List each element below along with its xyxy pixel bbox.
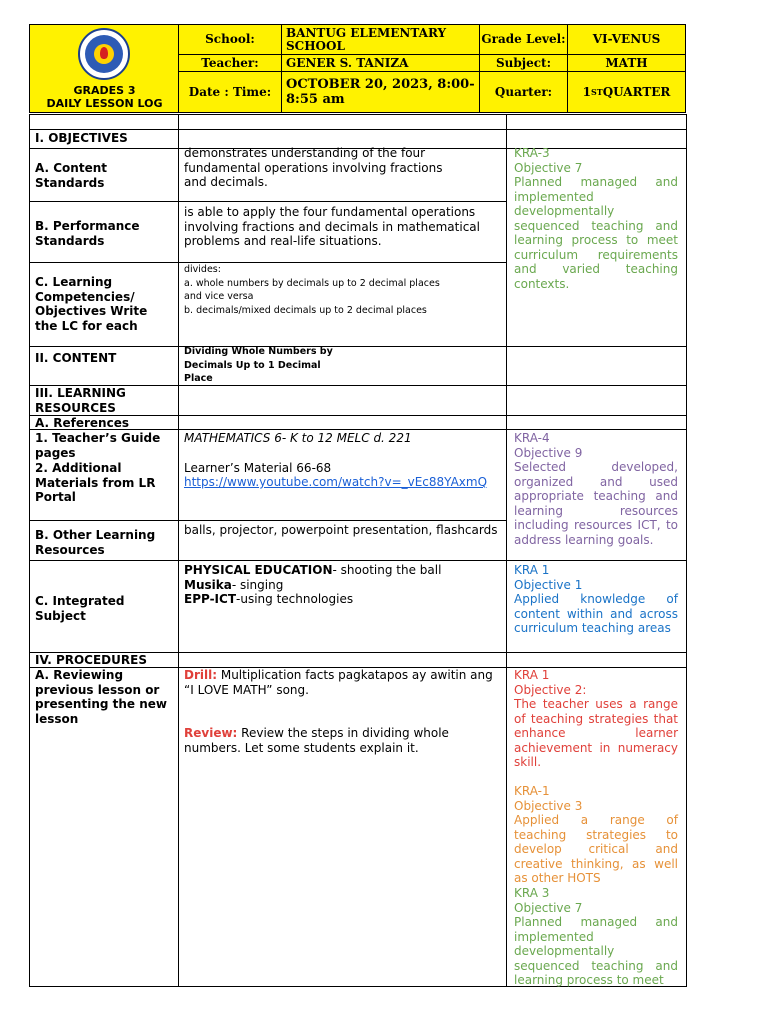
other-resources-label: B. Other Learning Resources: [35, 528, 156, 557]
learning-competencies-text: divides: a. whole numbers by decimals up to 2 decimal places and vice versa b. decimals/mixed decimals up to 2 decimal places: [184, 264, 440, 316]
teachers-guide-label: 1. Teacher’s Guide pages: [35, 431, 161, 460]
performance-standards-label: B. Performance Standards: [35, 219, 140, 248]
youtube-link[interactable]: https://www.youtube.com/watch?v=_vEc88YAxmQ: [184, 475, 488, 489]
subject-label: Subject:: [480, 55, 568, 72]
grade-value: VI-VENUS: [568, 25, 685, 55]
performance-standards-text: is able to apply the four fundamental operations involving fractions and decimals in mathematical problems and real-life situations.: [184, 205, 480, 248]
kra3-note: KRA-3 Objective 7 Planned managed and implemented developmentally sequenced teaching and learning process to meet curriculum requirements and varied teaching contexts.: [514, 146, 678, 291]
teachers-guide-text: MATHEMATICS 6- K to 12 MELC d. 221: [184, 431, 412, 445]
learning-competencies-label: C. Learning Competencies/ Objectives Write the LC for each: [35, 275, 148, 333]
date-value: OCTOBER 20, 2023, 8:00-8:55 am: [282, 72, 480, 112]
quarter-value: 1 ST QUARTER: [582, 84, 671, 99]
school-label: School:: [179, 25, 282, 55]
kra1-objective2-note: KRA 1 Objective 2: The teacher uses a range of teaching strategies that enhance learner achievement in numeracy skill.: [514, 668, 678, 769]
kra1-objective3-note: KRA-1 Objective 3 Applied a range of teaching strategies to develop critical and creative thinking, as well as other HOTS: [514, 784, 678, 885]
quarter-label: Quarter:: [480, 72, 568, 112]
grade-label: Grade Level:: [480, 25, 568, 55]
additional-materials-text: Learner’s Material 66-68: [184, 461, 332, 475]
grade-title: GRADES 3: [73, 84, 136, 97]
integrated-subject-text: PHYSICAL EDUCATION- shooting the ball Musika- singing EPP-ICT-using technologies: [184, 563, 442, 606]
objectives-heading: I. OBJECTIVES: [35, 131, 128, 145]
content-label: II. CONTENT: [35, 351, 117, 365]
review-lesson-label: A. Reviewing previous lesson or presenting the new lesson: [35, 668, 167, 726]
other-resources-text: balls, projector, powerpoint presentation, flashcards: [184, 523, 498, 537]
kra1-objective1-note: KRA 1 Objective 1 Applied knowledge of content within and across curriculum teaching areas: [514, 563, 678, 635]
kra4-note: KRA-4 Objective 9 Selected developed, organized and used appropriate teaching and learning resources including resources ICT, to address learning goals.: [514, 431, 678, 547]
deped-seal-icon: [78, 28, 130, 80]
subject-value: MATH: [568, 55, 685, 72]
additional-materials-label: 2. Additional Materials from LR Portal: [35, 461, 156, 504]
teacher-label: Teacher:: [179, 55, 282, 72]
procedures-label: IV. PROCEDURES: [35, 653, 147, 667]
lesson-log-table: [29, 114, 687, 987]
logo-cell: [30, 25, 179, 112]
content-standards-label: A. Content Standards: [35, 161, 107, 190]
school-value: BANTUG ELEMENTARY SCHOOL: [282, 25, 480, 55]
lesson-log-header: [29, 24, 686, 113]
teacher-value: GENER S. TANIZA: [282, 55, 480, 72]
content-standards-text: demonstrates understanding of the four fundamental operations involving fractions and decimals.: [184, 146, 443, 189]
date-label: Date : Time:: [179, 72, 282, 112]
content-text: Dividing Whole Numbers by Decimals Up to 1 Decimal Place: [184, 346, 333, 384]
log-title: DAILY LESSON LOG: [46, 97, 163, 110]
drill-text: Drill: Multiplication facts pagkatapos ay awitin ang “I LOVE MATH” song.: [184, 668, 493, 697]
review-text: Review: Review the steps in dividing whole numbers. Let some students explain it.: [184, 726, 449, 755]
integrated-subject-label: C. Integrated Subject: [35, 594, 125, 623]
learning-resources-label: III. LEARNING RESOURCES: [35, 386, 126, 415]
kra3-objective7-note: KRA 3 Objective 7 Planned managed and implemented developmentally sequenced teaching and learning process to meet: [514, 886, 678, 987]
references-label: A. References: [35, 416, 129, 430]
